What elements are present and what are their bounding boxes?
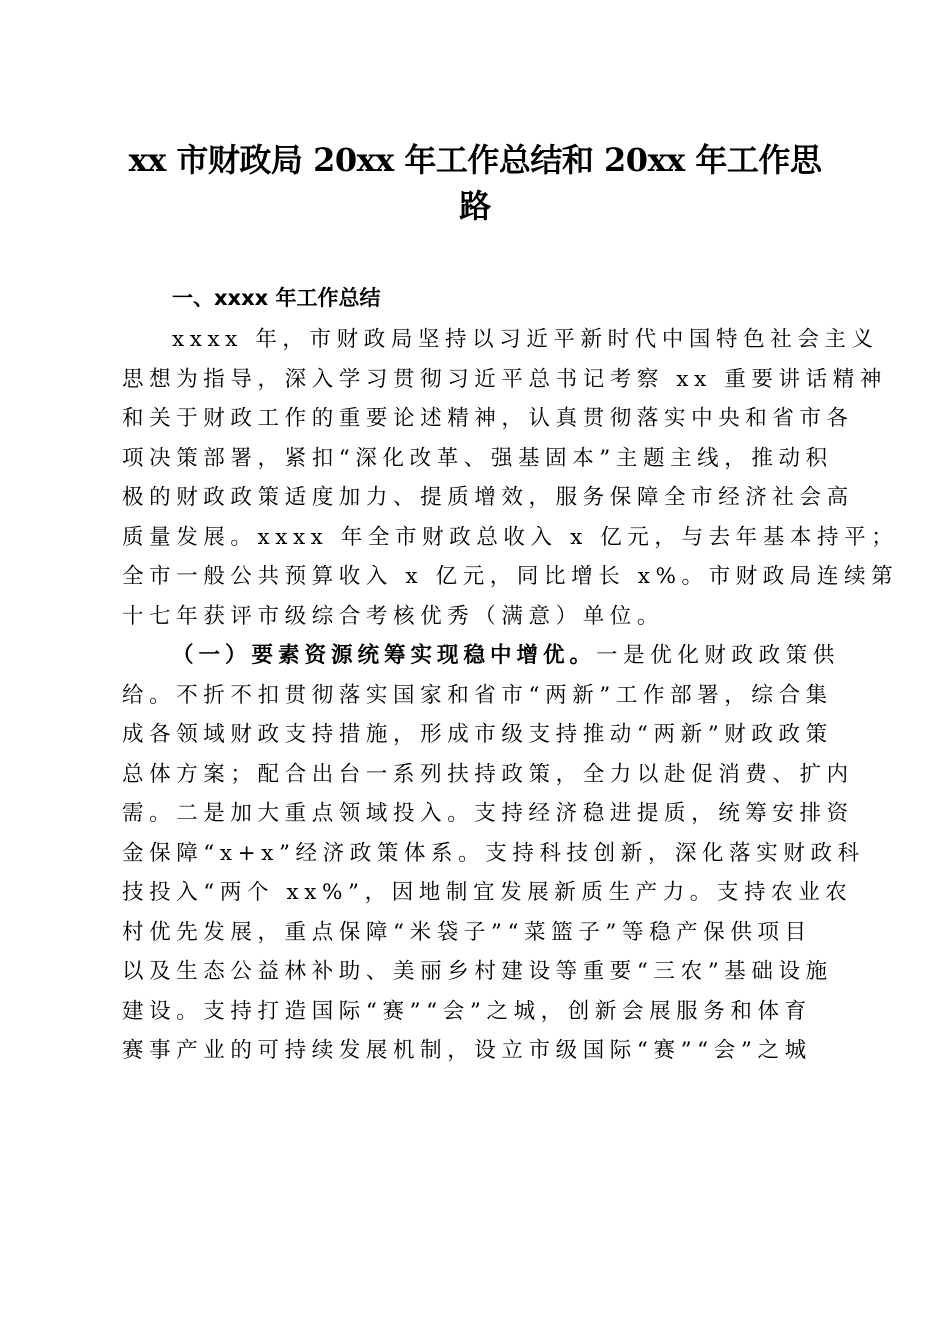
text-line: 给。不折不扣贯彻落实国家和省市“两新”工作部署，综合集 (122, 682, 833, 708)
text-line: 需。二是加大重点领域投入。支持经济稳进提质，统筹安排资 (122, 801, 854, 826)
document-body (122, 320, 899, 1071)
text-line: 和关于财政工作的重要论述精神，认真贯彻落实中央和省市各 (122, 406, 854, 431)
text-line: 总体方案；配合出台一系列扶持政策，全力以赴促消费、扩内 (122, 761, 854, 787)
text-line: 技投入“两个 xx%”，因地制宜发展新质生产力。支持农业农 (122, 880, 853, 905)
text-line: 金保障“x+x”经济政策体系。支持科技创新，深化落实财政科 (122, 840, 865, 866)
text-line: 村优先发展，重点保障“米袋子”“菜篮子”等稳产保供项目 (122, 919, 812, 945)
text-fragment: 一是优化财政政策供 (596, 643, 840, 668)
document-title (100, 137, 850, 229)
subsection-heading: （一）要素资源统筹实现稳中增优。 (172, 643, 597, 668)
text-line: xxxx 年，市财政局坚持以习近平新时代中国特色社会主义 (172, 327, 879, 352)
text-line: 项决策部署，紧扣“深化改革、强基固本”主题主线，推动积 (122, 445, 833, 471)
text-line: 全市一般公共预算收入 x 亿元，同比增长 x%。市财政局连续第 (122, 564, 899, 589)
text-line: 极的财政政策适度加力、提质增效，服务保障全市经济社会高 (122, 485, 854, 510)
text-line: 成各领域财政支持措施，形成市级支持推动“两新”财政政策 (122, 722, 833, 747)
text-line: 建设。支持打造国际“赛”“会”之城，创新会展服务和体育 (122, 998, 812, 1024)
text-line (122, 636, 840, 676)
text-line: 以及生态公益林补助、美丽乡村建设等重要“三农”基础设施 (122, 959, 833, 984)
section-heading: 一、xxxx 年工作总结 (172, 286, 381, 310)
paragraph-summary (122, 320, 899, 636)
text-line: 赛事产业的可持续发展机制，设立市级国际“赛”“会”之城 (122, 1038, 812, 1063)
text-line: 质量发展。xxxx 年全市财政总收入 x 亿元，与去年基本持平； (122, 524, 899, 550)
paragraph-resource-coordination (122, 636, 865, 1071)
title-line: xx 市财政局 20xx 年工作总结和 20xx 年工作思 (128, 141, 822, 179)
text-line: 思想为指导，深入学习贯彻习近平总书记考察 xx 重要讲话精神 (122, 366, 887, 392)
text-line: 十七年获评市级综合考核优秀（满意）单位。 (122, 603, 665, 629)
title-line: 路 (459, 187, 491, 225)
